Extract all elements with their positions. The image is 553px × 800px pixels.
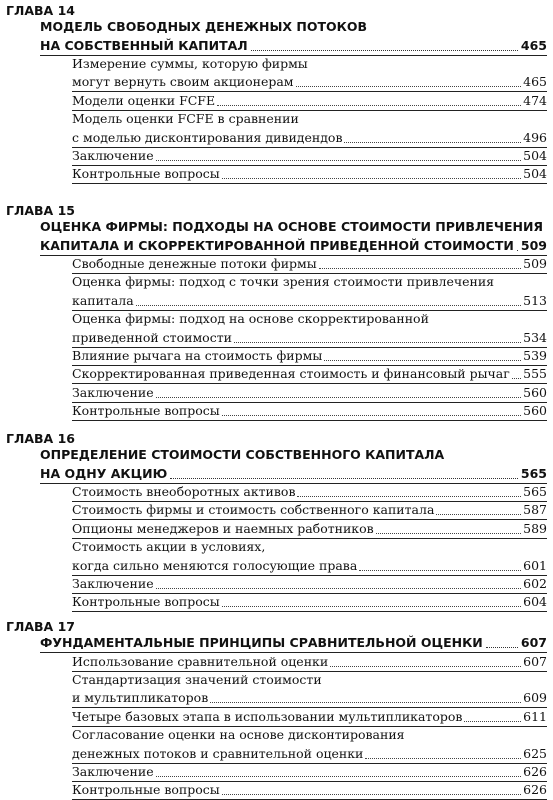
toc-entry-leader-dots (156, 160, 522, 161)
toc-entry-leader-dots (222, 415, 521, 416)
toc-entry-page: 465 (523, 74, 547, 90)
toc-entry-page: 626 (523, 782, 547, 798)
toc-entry-page: 509 (523, 256, 547, 271)
toc-entry-leader-dots (376, 533, 521, 534)
toc-entry-line (72, 653, 547, 672)
toc-entry-text: Четыре базовых этапа в использовании мультипликаторов (72, 708, 463, 724)
toc-entry-text: Стоимость фирмы и стоимость собственного капитала (72, 502, 435, 518)
toc-entry-text: Контрольные вопросы (72, 782, 220, 798)
toc-entry-page: 560 (523, 403, 547, 419)
toc-entry-page: 607 (523, 653, 547, 669)
toc-entry-text: Контрольные вопросы (72, 166, 220, 182)
toc-entry-page: 587 (523, 502, 547, 518)
toc-entry-leader-dots (156, 588, 522, 589)
chapter-title-page: 465 (520, 37, 547, 53)
toc-entry-page: 611 (523, 708, 547, 724)
toc-entry-line-cont (72, 273, 547, 291)
toc-entry-text: Модель оценки FCFE в сравнении (72, 111, 299, 127)
toc-entry-leader-dots (210, 702, 521, 703)
chapter-title-line (40, 465, 547, 484)
chapter-title-line-cont (40, 446, 547, 464)
toc-entry-line-cont (72, 310, 547, 328)
toc-entry-text: Оценка фирмы: подход на основе скорректированной (72, 311, 429, 327)
toc-entry-page: 474 (523, 92, 547, 108)
toc-entry-leader-dots (464, 721, 521, 722)
toc-entry-leader-dots (365, 758, 521, 759)
toc-entry-line (72, 520, 547, 539)
toc-entry-line-cont (72, 726, 547, 744)
toc-entry-line (72, 347, 547, 366)
toc-entry-line (72, 255, 547, 274)
chapter-title-line-cont (40, 18, 547, 36)
toc-entry-text: и мультипликаторов (72, 690, 209, 706)
toc-entry-line (72, 483, 547, 502)
toc-entry-page: 560 (523, 384, 547, 400)
toc-entry-text: Скорректированная приведенная стоимость и финансовый рычаг (72, 366, 510, 382)
chapter-title-page: 565 (520, 465, 547, 481)
chapter-title-text: ОЦЕНКА ФИРМЫ: ПОДХОДЫ НА ОСНОВЕ СТОИМОСТИ ПРИВЛЕЧЕНИЯ (40, 219, 544, 234)
toc-entry-leader-dots (156, 397, 522, 398)
toc-entry-line (72, 501, 547, 520)
toc-entry-text: Заключение (72, 763, 154, 779)
toc-entry-line (72, 708, 547, 727)
toc-entry-line (72, 402, 547, 421)
toc-entry-text: Заключение (72, 384, 154, 400)
toc-entry-line-cont (72, 538, 547, 556)
toc-entry-line (72, 593, 547, 612)
toc-entry-page: 626 (523, 763, 547, 779)
toc-entry-text: Оценка фирмы: подход с точки зрения стоимости привлечения (72, 274, 495, 290)
toc-entry-line-cont (72, 671, 547, 689)
toc-entry-line (72, 689, 547, 708)
toc-entry-line-cont (72, 55, 547, 73)
toc-entry-page: 534 (523, 329, 547, 345)
chapter-title-text: НА ОДНУ АКЦИЮ (40, 465, 168, 481)
chapter-title-text: КАПИТАЛА И СКОРРЕКТИРОВАННОЙ ПРИВЕДЕННОЙ СТОИМОСТИ (40, 237, 514, 253)
toc-entry-line (72, 365, 547, 384)
toc-entry-leader-dots (156, 776, 522, 777)
toc-entry-line (72, 147, 547, 166)
toc-entry-line (72, 73, 547, 92)
toc-entry-leader-dots (330, 666, 521, 667)
toc-entry-page: 555 (523, 366, 547, 382)
toc-entry-page: 601 (523, 557, 547, 573)
toc-entry-page: 589 (523, 520, 547, 536)
toc-entry-leader-dots (512, 378, 521, 379)
chapter-label: ГЛАВА 14 (6, 3, 75, 18)
toc-entry-line (72, 384, 547, 403)
toc-entry-page: 609 (523, 690, 547, 706)
toc-entry-page: 604 (523, 594, 547, 610)
toc-entry-text: Стандартизация значений стоимости (72, 671, 322, 687)
toc-entry-leader-dots (359, 570, 521, 571)
toc-entry-text: денежных потоков и сравнительной оценки (72, 745, 364, 761)
chapter-title-page: 607 (520, 635, 547, 650)
chapter-label: ГЛАВА 17 (6, 619, 75, 634)
chapter-title-line-cont (40, 218, 547, 236)
chapter-label: ГЛАВА 16 (6, 431, 75, 446)
toc-entry-page: 602 (523, 576, 547, 591)
toc-entry-text: Стоимость внеоборотных активов (72, 484, 296, 499)
chapter-title-leader-dots (170, 478, 518, 479)
toc-entry-page: 565 (523, 484, 547, 499)
toc-entry-line (72, 329, 547, 348)
toc-entry-text: с моделью дисконтирования дивидендов (72, 129, 343, 145)
chapter-label: ГЛАВА 15 (6, 203, 75, 218)
toc-entry-leader-dots (136, 305, 521, 306)
toc-entry-page: 539 (523, 348, 547, 363)
toc-entry-text: Стоимость акции в условиях, (72, 539, 266, 555)
toc-entry-text: Заключение (72, 148, 154, 163)
toc-entry-line (72, 763, 547, 782)
toc-entry-line (72, 92, 547, 111)
toc-entry-line (72, 292, 547, 311)
chapter-title-leader-dots (486, 647, 518, 648)
toc-entry-leader-dots (296, 86, 522, 87)
toc-entry-text: Опционы менеджеров и наемных работников (72, 520, 374, 536)
toc-entry-line (72, 165, 547, 184)
toc-entry-text: когда сильно меняются голосующие права (72, 557, 358, 573)
chapter-title-page: 509 (520, 237, 547, 253)
toc-entry-leader-dots (324, 360, 521, 361)
toc-entry-line (72, 781, 547, 800)
toc-entry-text: Модели оценки FCFE (72, 92, 216, 108)
chapter-title-text: МОДЕЛЬ СВОБОДНЫХ ДЕНЕЖНЫХ ПОТОКОВ (40, 19, 368, 34)
chapter-title-leader-dots (517, 250, 518, 251)
toc-entry-text: Заключение (72, 576, 154, 591)
toc-entry-leader-dots (217, 105, 521, 106)
toc-entry-line (72, 557, 547, 576)
toc-entry-leader-dots (234, 342, 521, 343)
toc-entry-line (72, 129, 547, 148)
toc-entry-page: 504 (523, 166, 547, 182)
toc-entry-page: 625 (523, 745, 547, 761)
toc-entry-line (72, 745, 547, 764)
toc-entry-text: Контрольные вопросы (72, 594, 220, 610)
chapter-title-line (40, 634, 547, 653)
chapter-title-line (40, 37, 547, 56)
toc-entry-leader-dots (222, 794, 521, 795)
toc-entry-leader-dots (222, 178, 521, 179)
chapter-title-text: ФУНДАМЕНТАЛЬНЫЕ ПРИНЦИПЫ СРАВНИТЕЛЬНОЙ ОЦЕНКИ (40, 635, 483, 650)
toc-entry-leader-dots (319, 268, 521, 269)
chapter-title-text: ОПРЕДЕЛЕНИЕ СТОИМОСТИ СОБСТВЕННОГО КАПИТАЛА (40, 447, 445, 462)
toc-entry-text: Контрольные вопросы (72, 403, 220, 419)
toc-entry-leader-dots (344, 142, 521, 143)
toc-entry-page: 496 (523, 129, 547, 145)
toc-entry-text: Измерение суммы, которую фирмы (72, 56, 308, 71)
toc-entry-text: Свободные денежные потоки фирмы (72, 256, 317, 271)
chapter-title-text: НА СОБСТВЕННЫЙ КАПИТАЛ (40, 37, 248, 53)
toc-entry-text: Согласование оценки на основе дисконтирования (72, 727, 405, 743)
chapter-title-leader-dots (251, 50, 518, 51)
toc-entry-text: Использование сравнительной оценки (72, 653, 329, 669)
toc-entry-leader-dots (297, 496, 521, 497)
toc-entry-text: могут вернуть своим акционерам (72, 74, 294, 90)
toc-entry-line (72, 575, 547, 594)
toc-entry-text: капитала (72, 292, 134, 308)
toc-entry-text: приведенной стоимости (72, 329, 232, 345)
toc-entry-text: Влияние рычага на стоимость фирмы (72, 348, 323, 363)
chapter-title-line (40, 237, 547, 256)
toc-entry-leader-dots (436, 514, 521, 515)
toc-entry-leader-dots (222, 606, 521, 607)
toc-entry-line-cont (72, 110, 547, 128)
toc-entry-page: 513 (523, 292, 547, 308)
toc-entry-page: 504 (523, 148, 547, 163)
